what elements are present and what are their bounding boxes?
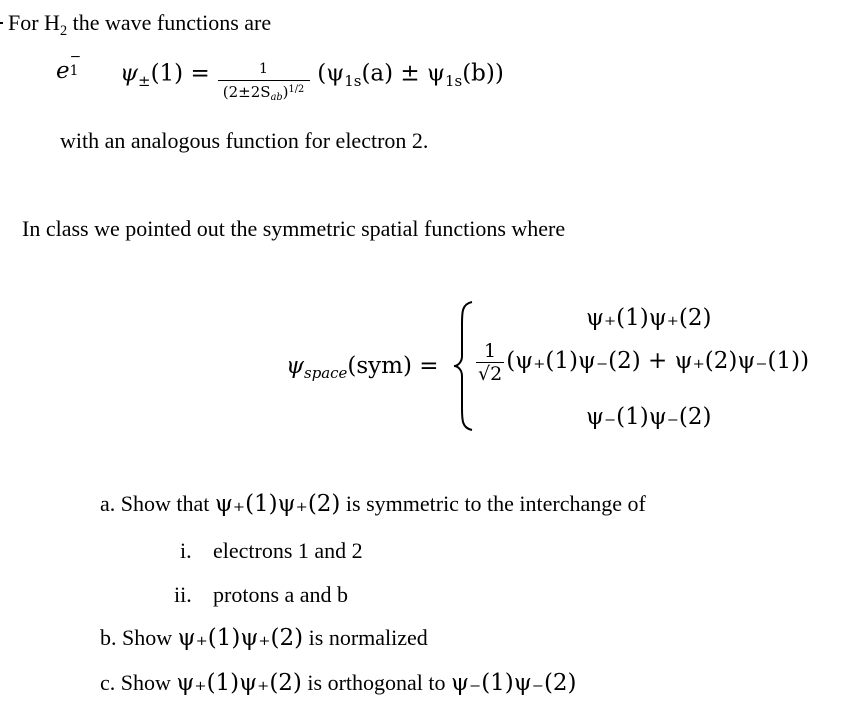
question-c: [100, 670, 577, 696]
intro-prefix: For H: [8, 10, 60, 35]
intro-line: [8, 10, 272, 39]
psi-lhs: ψ: [120, 60, 139, 87]
left-margin-mark: [0, 22, 3, 24]
sym-lhs: [286, 353, 439, 383]
question-b-rest: is normalized: [303, 625, 428, 650]
case2-denominator: √2: [478, 363, 503, 385]
psi-space-sub: space: [304, 364, 348, 383]
psi-space-arg: (sym) =: [347, 353, 439, 379]
case2-body: (ψ₊(1)ψ₋(2) + ψ₊(2)ψ₋(1)): [506, 347, 810, 374]
analogous-text: with an analogous function for electron 2.: [60, 128, 429, 153]
wavefunction-equation: [56, 48, 83, 84]
question-a-ii: [174, 582, 349, 608]
rhs-open: (ψ: [317, 60, 345, 87]
case-1: ψ₊(1)ψ₊(2): [586, 305, 712, 331]
question-a-label: a. Show that: [100, 491, 215, 516]
case-3: ψ₋(1)ψ₋(2): [586, 404, 712, 430]
question-b-label: b. Show: [100, 625, 178, 650]
question-a-rest: is symmetric to the interchange of: [340, 491, 646, 516]
question-a: [100, 491, 646, 517]
question-a-ii-label: ii.: [174, 582, 192, 607]
question-a-i: [180, 538, 363, 564]
fraction-denominator: $(2\pm 2S_{ab})^{1/2}$: [218, 80, 310, 101]
rhs-sub-2: 1s: [445, 71, 463, 90]
psi-lhs-sub: ±: [138, 71, 151, 90]
intro-suffix: the wave functions are: [67, 10, 272, 35]
case-2: [476, 340, 809, 385]
electron-symbol: e − 1: [56, 48, 82, 84]
question-a-i-text: electrons 1 and 2: [213, 538, 363, 563]
normalization-fraction: [218, 61, 310, 104]
rhs-arg-2: (b)): [462, 60, 504, 87]
fraction-numerator: 1: [259, 61, 268, 77]
case2-fraction: [476, 340, 504, 385]
intro-subscript: 2: [59, 23, 68, 39]
case2-numerator: 1: [484, 340, 497, 362]
cases-brace: [452, 300, 476, 432]
question-c-expr: ψ₊(1)ψ₊(2): [176, 670, 302, 696]
wavefunction-main: [120, 55, 504, 104]
class-note-text: In class we pointed out the symmetric spatial functions where: [22, 216, 566, 241]
psi-lhs-arg: (1) =: [150, 60, 210, 87]
rhs-arg-1: (a) ± ψ: [361, 60, 446, 87]
question-a-ii-text: protons a and b: [213, 582, 349, 607]
question-c-mid: is orthogonal to: [301, 670, 452, 695]
rhs-sub-1: 1s: [344, 71, 362, 90]
question-a-expr: ψ₊(1)ψ₊(2): [214, 491, 341, 517]
question-a-i-label: i.: [180, 538, 192, 563]
question-b: [100, 625, 428, 651]
question-c-label: c. Show: [100, 670, 177, 695]
question-b-expr: ψ₊(1)ψ₊(2): [177, 625, 304, 651]
question-c-expr2: ψ₋(1)ψ₋(2): [451, 670, 577, 696]
psi-space: ψ: [286, 353, 305, 379]
